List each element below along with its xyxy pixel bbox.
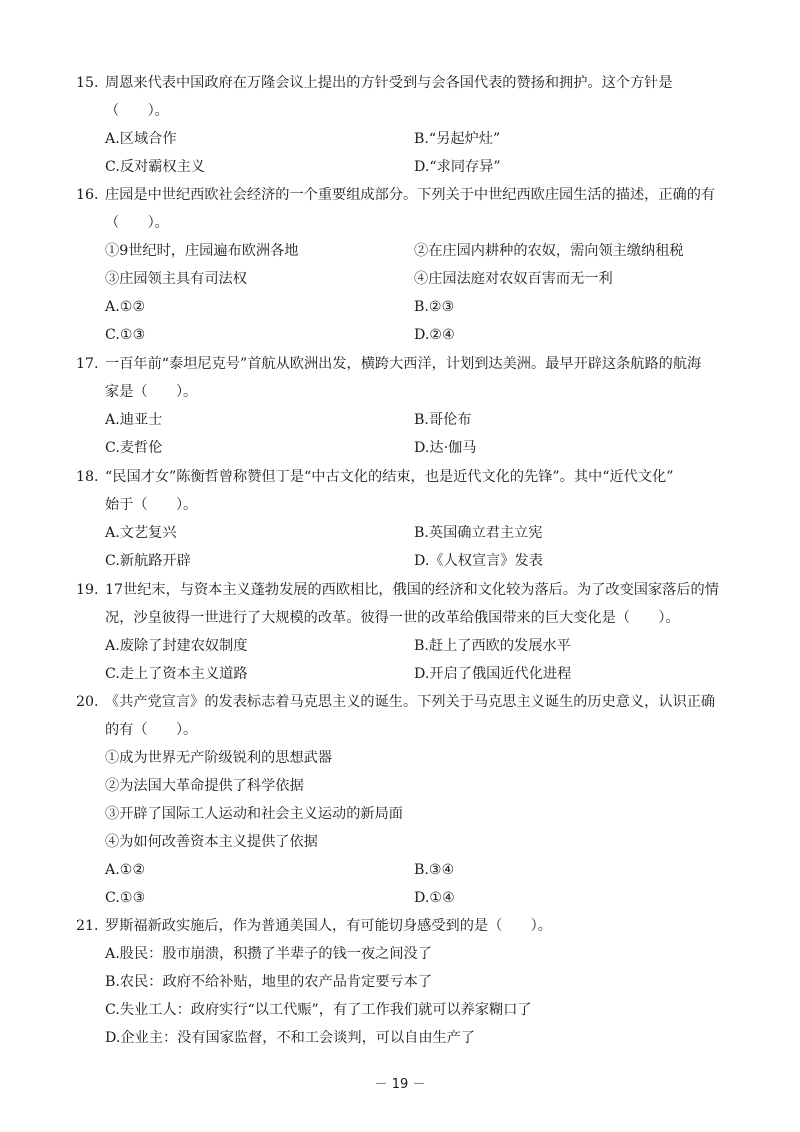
question-text-cont: 家是（ ）。 [105,384,198,400]
question-text-cont: 的有（ ）。 [105,722,198,738]
option-b: B.③④ [414,862,455,878]
question-text: “民国才女”陈衡哲曾称赞但丁是“中古文化的结束，也是近代文化的先锋”。其中“近代文化” [105,469,674,485]
option-d: D.“求同存异” [414,159,501,175]
question-number: 19. [76,582,99,598]
question-text-cont: （ ）。 [105,215,169,231]
option-b: B.英国确立君主立宪 [414,525,543,541]
statement-4: ④为如何改善资本主义提供了依据 [105,834,318,850]
option-a: A.区域合作 [105,131,177,147]
option-a: A.①② [105,299,146,315]
option-d: D.企业主：没有国家监督，不和工会谈判，可以自由生产了 [105,1030,476,1046]
statement-3: ③开辟了国际工人运动和社会主义运动的新局面 [105,806,403,822]
statement-3: ③庄园领主具有司法权 [105,271,247,287]
option-c: C.麦哲伦 [105,440,163,456]
question-19 [76,576,736,688]
question-21 [76,912,736,1052]
question-number: 15. [76,75,99,91]
option-b: B.②③ [414,299,455,315]
option-c: C.新航路开辟 [105,553,191,569]
option-a: A.迪亚士 [105,412,163,428]
question-text: 一百年前“泰坦尼克号”首航从欧洲出发，横跨大西洋，计划到达美洲。最早开辟这条航路的航海 [105,356,702,372]
option-b: B.赶上了西欧的发展水平 [414,638,571,654]
question-number: 16. [76,187,99,203]
question-17 [76,350,736,462]
option-c: C.反对霸权主义 [105,159,205,175]
question-text-cont: （ ）。 [105,103,169,119]
question-text: 罗斯福新政实施后，作为普通美国人，有可能切身感受到的是（ ）。 [105,918,552,934]
question-15 [76,69,736,181]
question-text: 《共产党宣言》的发表标志着马克思主义的诞生。下列关于马克思主义诞生的历史意义，认识正确 [105,694,716,710]
option-b: B.农民：政府不给补贴，地里的农产品肯定要亏本了 [105,974,433,990]
statement-1: ①成为世界无产阶级锐利的思想武器 [105,750,333,766]
question-16 [76,181,736,349]
question-number: 17. [76,356,99,372]
question-text: 17世纪末，与资本主义蓬勃发展的西欧相比，俄国的经济和文化较为落后。为了改变国家落后的情 [105,582,719,598]
option-c: C.①③ [105,327,146,343]
question-number: 18. [76,469,99,485]
statement-2: ②在庄园内耕种的农奴，需向领主缴纳租税 [414,243,684,259]
question-number: 20. [76,694,99,710]
option-b: B.哥伦布 [414,412,472,428]
option-d: D.②④ [414,327,455,343]
option-d: D.①④ [414,890,455,906]
statement-1: ①9世纪时，庄园遍布欧洲各地 [105,243,299,259]
option-a: A.①② [105,862,146,878]
question-text: 周恩来代表中国政府在万隆会议上提出的方针受到与会各国代表的赞扬和拥护。这个方针是 [105,75,673,91]
option-b: B.“另起炉灶” [414,131,501,147]
option-d: D.达·伽马 [414,440,477,456]
page-number: － 19 － [374,1077,426,1092]
question-text-cont: 况，沙皇彼得一世进行了大规模的改革。彼得一世的改革给俄国带来的巨大变化是（ ）。 [105,610,680,626]
option-a: A.废除了封建农奴制度 [105,638,248,654]
option-a: A.股民：股市崩溃，积攒了半辈子的钱一夜之间没了 [105,946,432,962]
statement-2: ②为法国大革命提供了科学依据 [105,778,304,794]
question-text-cont: 始于（ ）。 [105,497,198,513]
option-c: C.①③ [105,890,146,906]
option-a: A.文艺复兴 [105,525,177,541]
option-c: C.失业工人：政府实行“以工代赈”，有了工作我们就可以养家糊口了 [105,1002,532,1018]
question-text: 庄园是中世纪西欧社会经济的一个重要组成部分。下列关于中世纪西欧庄园生活的描述，正确的有 [105,187,716,203]
question-20 [76,688,736,912]
question-number: 21. [76,918,99,934]
option-c: C.走上了资本主义道路 [105,666,248,682]
question-18 [76,463,736,575]
option-d: D.《人权宣言》发表 [414,553,543,569]
option-d: D.开启了俄国近代化进程 [414,666,572,682]
statement-4: ④庄园法庭对农奴百害而无一利 [414,271,613,287]
